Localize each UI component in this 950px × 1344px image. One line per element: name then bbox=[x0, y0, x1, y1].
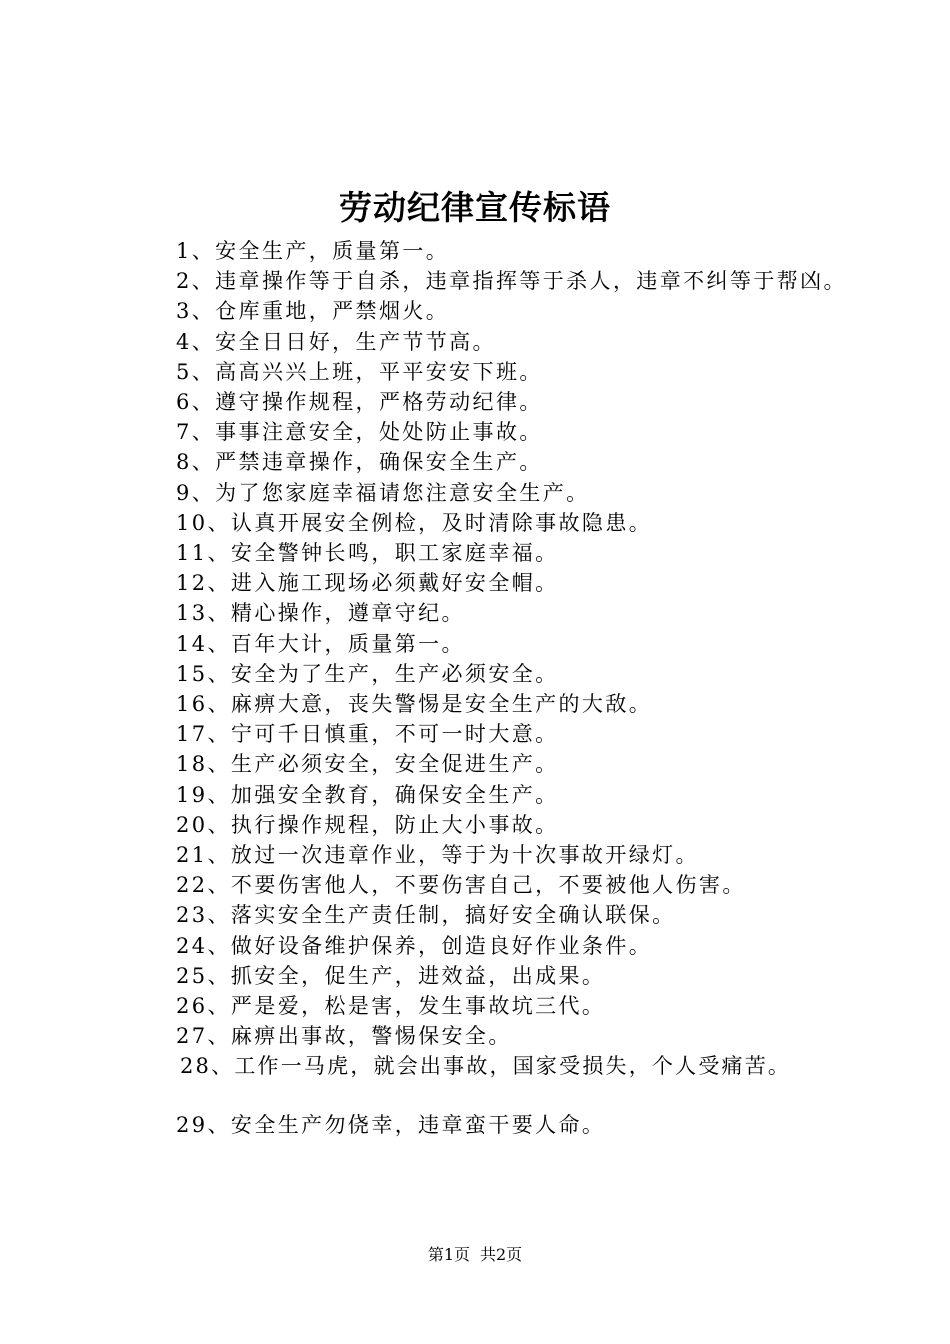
slogan-item: 25、抓安全，促生产，进效益，出成果。 bbox=[176, 963, 606, 988]
slogan-item: 22、不要伤害他人，不要伤害自己，不要被他人伤害。 bbox=[176, 873, 746, 898]
slogan-item: 15、安全为了生产，生产必须安全。 bbox=[176, 661, 559, 686]
slogan-item: 20、执行操作规程，防止大小事故。 bbox=[176, 812, 559, 837]
slogan-item: 7、事事注意安全，处处防止事故。 bbox=[176, 420, 543, 445]
slogan-item: 17、宁可千日慎重，不可一时大意。 bbox=[176, 722, 559, 747]
page-footer bbox=[0, 1244, 950, 1266]
slogan-list bbox=[128, 236, 848, 1140]
slogan-item: 13、精心操作，遵章守纪。 bbox=[176, 601, 465, 626]
page-number-current: 第1页 bbox=[427, 1245, 470, 1264]
slogan-item: 24、做好设备维护保养，创造良好作业条件。 bbox=[176, 933, 653, 958]
slogan-item: 3、仓库重地，严禁烟火。 bbox=[176, 299, 450, 324]
page-number-total: 共2页 bbox=[480, 1245, 523, 1264]
slogan-item: 10、认真开展安全例检，及时清除事故隐患。 bbox=[176, 510, 653, 535]
slogan-item: 29、安全生产勿侥幸，违章蛮干要人命。 bbox=[176, 1112, 606, 1137]
slogan-item: 28、工作一马虎，就会出事故，国家受损失，个人受痛苦。 bbox=[180, 1054, 792, 1079]
slogan-item: 23、落实安全生产责任制，搞好安全确认联保。 bbox=[176, 903, 676, 928]
slogan-item: 11、安全警钟长鸣，职工家庭幸福。 bbox=[176, 541, 559, 566]
document-title: 劳动纪律宣传标语 bbox=[339, 188, 611, 227]
slogan-item: 18、生产必须安全，安全促进生产。 bbox=[176, 752, 559, 777]
slogan-item: 2、违章操作等于自杀，违章指挥等于杀人，违章不纠等于帮凶。 bbox=[176, 269, 847, 294]
slogan-item: 1、安全生产，质量第一。 bbox=[176, 239, 450, 263]
slogan-item: 8、严禁违章操作，确保安全生产。 bbox=[176, 450, 543, 475]
slogan-item: 12、进入施工现场必须戴好安全帽。 bbox=[176, 571, 559, 596]
slogan-item: 21、放过一次违章作业，等于为十次事故开绿灯。 bbox=[176, 843, 699, 868]
slogan-item: 27、麻痹出事故，警惕保安全。 bbox=[176, 1024, 512, 1049]
slogan-item: 9、为了您家庭幸福请您注意安全生产。 bbox=[176, 480, 590, 505]
slogan-item: 6、遵守操作规程，严格劳动纪律。 bbox=[176, 390, 543, 415]
slogan-item: 5、高高兴兴上班，平平安安下班。 bbox=[176, 359, 543, 384]
slogan-item: 16、麻痹大意，丧失警惕是安全生产的大敌。 bbox=[176, 692, 653, 717]
slogan-item: 26、严是爱，松是害，发生事故坑三代。 bbox=[176, 994, 606, 1019]
slogan-item: 14、百年大计，质量第一。 bbox=[176, 631, 465, 656]
slogan-item: 19、加强安全教育，确保安全生产。 bbox=[176, 782, 559, 807]
slogan-item: 4、安全日日好，生产节节高。 bbox=[176, 329, 496, 354]
